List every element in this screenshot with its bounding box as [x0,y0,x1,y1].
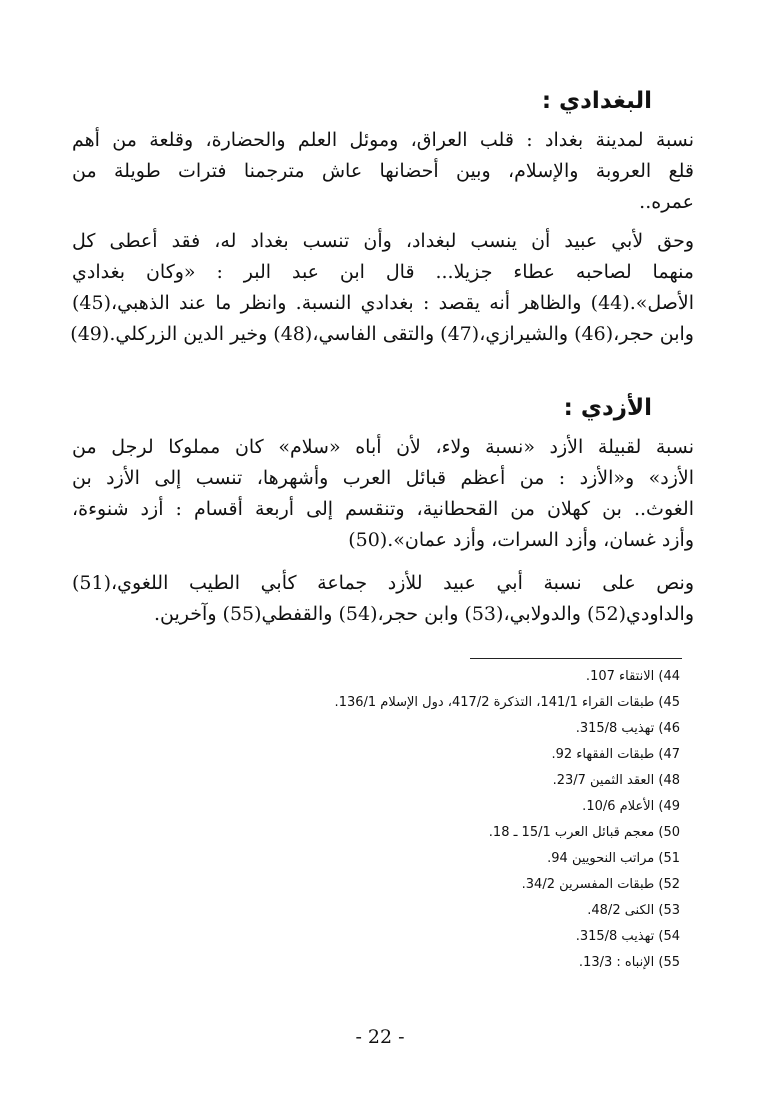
page-number: - 22 - [355,1026,405,1048]
text-line: ونص على نسبة أبي عبيد للأزد جماعة كأبي الطيب اللغوي،(51) [72,572,694,594]
text-line: منهما لصاحبه عطاء جزيلا... قال ابن عبد البر : «وكان بغدادي [72,261,694,283]
text-line: قلع العروبة والإسلام، وبين أحضانها عاش مترجمنا فترات طويلة من [72,160,694,182]
footnote: 48) العقد الثمين 23/7. [552,773,680,788]
footnote: 51) مراتب النحويين 94. [547,851,680,866]
footnote: 50) معجم قبائل العرب 15/1 ـ 18. [488,825,680,840]
section-heading-azdi: الأزدي : [563,395,652,421]
footnote: 49) الأعلام 10/6. [582,799,680,814]
text-line: وحق لأبي عبيد أن ينسب لبغداد، وأن تنسب بغداد له، فقد أعطى كل [72,230,694,252]
text-line: عمره.. [639,191,694,213]
text-line: نسبة لمدينة بغداد : قلب العراق، وموئل العلم والحضارة، وقلعة من أهم [72,129,694,151]
section-heading-baghdadi: البغدادي : [541,88,652,114]
footnote: 54) تهذيب 315/8. [575,929,680,944]
text-line: وأزد غسان، وأزد السرات، وأزد عمان».(50) [348,529,694,551]
text-line: الغوث.. بن كهلان من القحطانية، وتنقسم إلى أربعة أقسام : أزد شنوءة، [72,498,694,520]
text-line: والداودي(52) والدولابي،(53) وابن حجر،(54) والقفطي(55) وآخرين. [154,603,694,625]
footnote: 52) طبقات المفسرين 34/2. [521,877,680,892]
text-line: الأصل».(44) والظاهر أنه يقصد : بغدادي النسبة. وانظر ما عند الذهبي،(45) [72,292,694,314]
footnote: 44) الانتقاء 107. [585,669,680,684]
text-line: وابن حجر،(46) والشيرازي،(47) والتقى الفاسي،(48) وخير الدين الزركلي.(49) [70,323,694,345]
footnote: 53) الكنى 48/2. [587,903,680,918]
text-line: نسبة لقبيلة الأزد «نسبة ولاء، لأن أباه «سلام» كان مملوكا لرجل من [72,436,694,458]
footnote: 46) تهذيب 315/8. [575,721,680,736]
footnote: 55) الإنباه : 13/3. [578,955,680,970]
footnote-separator [470,658,682,659]
footnote: 45) طبقات القراء 141/1، التذكرة 417/2، دول الإسلام 136/1. [334,695,680,710]
footnote: 47) طبقات الفقهاء 92. [551,747,680,762]
text-line: الأزد» و«الأزد : من أعظم قبائل العرب وأشهرها، تنسب إلى الأزد بن [72,467,694,489]
